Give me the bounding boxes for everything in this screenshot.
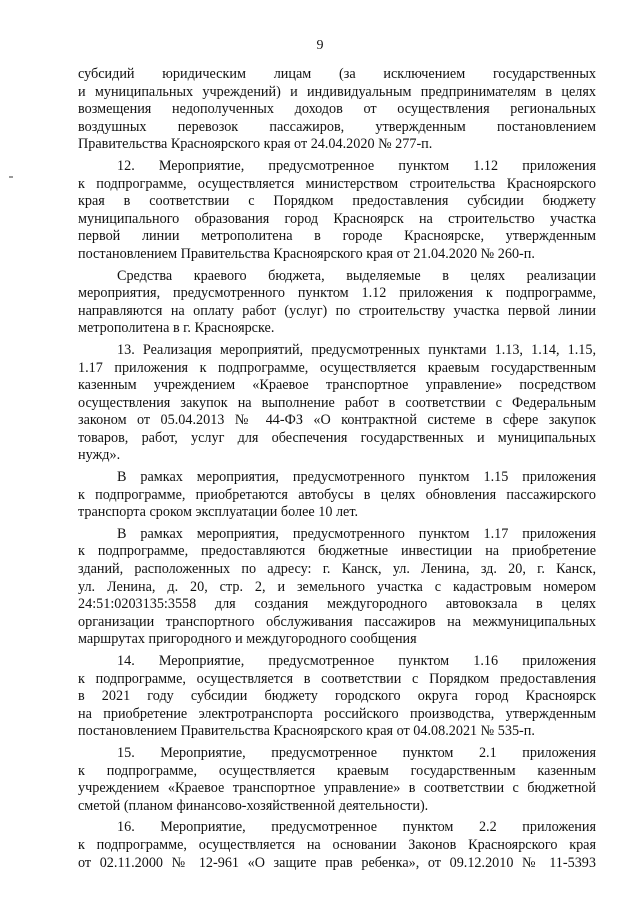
paragraph bbox=[78, 342, 596, 465]
paragraph bbox=[78, 469, 596, 522]
text-line: казенным учреждением «Краевое транспортное управление» посредством bbox=[78, 377, 596, 394]
text-line: организации транспортного обслуживания пассажиров на межмуниципальных bbox=[78, 613, 596, 630]
text-line: В рамках мероприятия, предусмотренного пунктом 1.17 приложения bbox=[117, 525, 596, 542]
text-line: 24:51:0203135:3558 для создания междугородного автовокзала в целях bbox=[78, 596, 596, 613]
text-line: в 2021 году субсидии бюджету городского округа город Красноярск bbox=[78, 688, 596, 705]
paragraph bbox=[78, 745, 596, 815]
text-line: возмещения недополученных доходов от осуществления региональных bbox=[78, 101, 596, 118]
text-line: сметой (планом финансово-хозяйственной деятельности). bbox=[78, 797, 429, 814]
text-line: В рамках мероприятия, предусмотренного пунктом 1.15 приложения bbox=[117, 469, 596, 486]
text-line: направляются на оплату работ (услуг) по строительству участка первой линии bbox=[78, 302, 596, 319]
text-line: нужд». bbox=[78, 447, 121, 464]
page-number: 9 bbox=[316, 38, 324, 53]
margin-mark bbox=[9, 176, 13, 178]
text-line: 12. Мероприятие, предусмотренное пунктом 1.12 приложения bbox=[117, 157, 596, 174]
text-line: к подпрограмме, предоставляются бюджетные инвестиции на приобретение bbox=[78, 543, 596, 560]
text-line: законом от 05.04.2013 № 44-ФЗ «О контрактной системе в сфере закупок bbox=[78, 412, 596, 429]
text-line: маршрутах пригородного и междугородного сообщения bbox=[78, 631, 417, 648]
paragraph bbox=[78, 526, 596, 649]
paragraph bbox=[78, 158, 596, 264]
text-line: к подпрограмме, приобретаются автобусы в целях обновления пассажирского bbox=[78, 486, 596, 503]
text-line: товаров, работ, услуг для обеспечения государственных и муниципальных bbox=[78, 429, 596, 446]
text-line: постановлением Правительства Красноярского края от 04.08.2021 № 535-п. bbox=[78, 723, 535, 740]
text-line: субсидий юридическим лицам (за исключением государственных bbox=[78, 66, 596, 82]
text-line: метрополитена в г. Красноярске. bbox=[78, 320, 275, 337]
text-line: мероприятия, предусмотренного пунктом 1.12 приложения к подпрограмме, bbox=[78, 285, 596, 302]
text-line: ул. Ленина, д. 20, стр. 2, и земельного участка с кадастровым номером bbox=[78, 578, 596, 595]
paragraph bbox=[78, 66, 596, 154]
text-line: от 02.11.2000 № 12-961 «О защите прав ребенка», от 09.12.2010 № 11-5393 bbox=[78, 854, 596, 871]
text-line: осуществления закупок на выполнение работ в соответствии с Федеральным bbox=[78, 394, 596, 411]
text-line: Правительства Красноярского края от 24.04.2020 № 277-п. bbox=[78, 136, 433, 153]
text-line: 15. Мероприятие, предусмотренное пунктом 2.1 приложения bbox=[117, 744, 596, 761]
text-line: 1.17 приложения к подпрограмме, осуществляется краевым государственным bbox=[78, 359, 596, 376]
text-line: муниципального образования город Красноярск на строительство участка bbox=[78, 210, 596, 227]
text-line: на приобретение электротранспорта российского производства, утвержденным bbox=[78, 705, 596, 722]
text-line: 13. Реализация мероприятий, предусмотренных пунктами 1.13, 1.14, 1.15, bbox=[117, 341, 596, 358]
text-line: учреждением «Краевое транспортное управление» в соответствии с бюджетной bbox=[78, 780, 596, 797]
text-line: воздушных перевозок пассажиров, утвержденным постановлением bbox=[78, 118, 596, 135]
text-line: 16. Мероприятие, предусмотренное пунктом 2.2 приложения bbox=[117, 819, 596, 836]
text-line: к подпрограмме, осуществляется в соответствии с Порядком предоставления bbox=[78, 670, 596, 687]
paragraph bbox=[78, 268, 596, 338]
text-line: к подпрограмме, осуществляется на основании Законов Красноярского края bbox=[78, 836, 596, 853]
paragraph bbox=[78, 819, 596, 872]
text-line: края в соответствии с Порядком предоставления субсидии бюджету bbox=[78, 193, 596, 210]
text-line: первой линии метрополитена в городе Красноярске, утвержденным bbox=[78, 228, 596, 245]
text-line: и муниципальных учреждений) и индивидуальным предпринимателям в целях bbox=[78, 83, 596, 100]
text-line: транспорта сроком эксплуатации более 10 лет. bbox=[78, 504, 359, 521]
text-line: к подпрограмме, осуществляется краевым государственным казенным bbox=[78, 762, 596, 779]
text-line: зданий, расположенных по адресу: г. Канск, ул. Ленина, зд. 20, г. Канск, bbox=[78, 561, 596, 578]
text-line: к подпрограмме, осуществляется министерством строительства Красноярского bbox=[78, 175, 596, 192]
text-line: Средства краевого бюджета, выделяемые в целях реализации bbox=[117, 267, 596, 284]
text-line: постановлением Правительства Красноярского края от 21.04.2020 № 260-п. bbox=[78, 245, 535, 262]
paragraph bbox=[78, 653, 596, 741]
text-line: 14. Мероприятие, предусмотренное пунктом 1.16 приложения bbox=[117, 653, 596, 669]
document-body bbox=[78, 66, 596, 872]
